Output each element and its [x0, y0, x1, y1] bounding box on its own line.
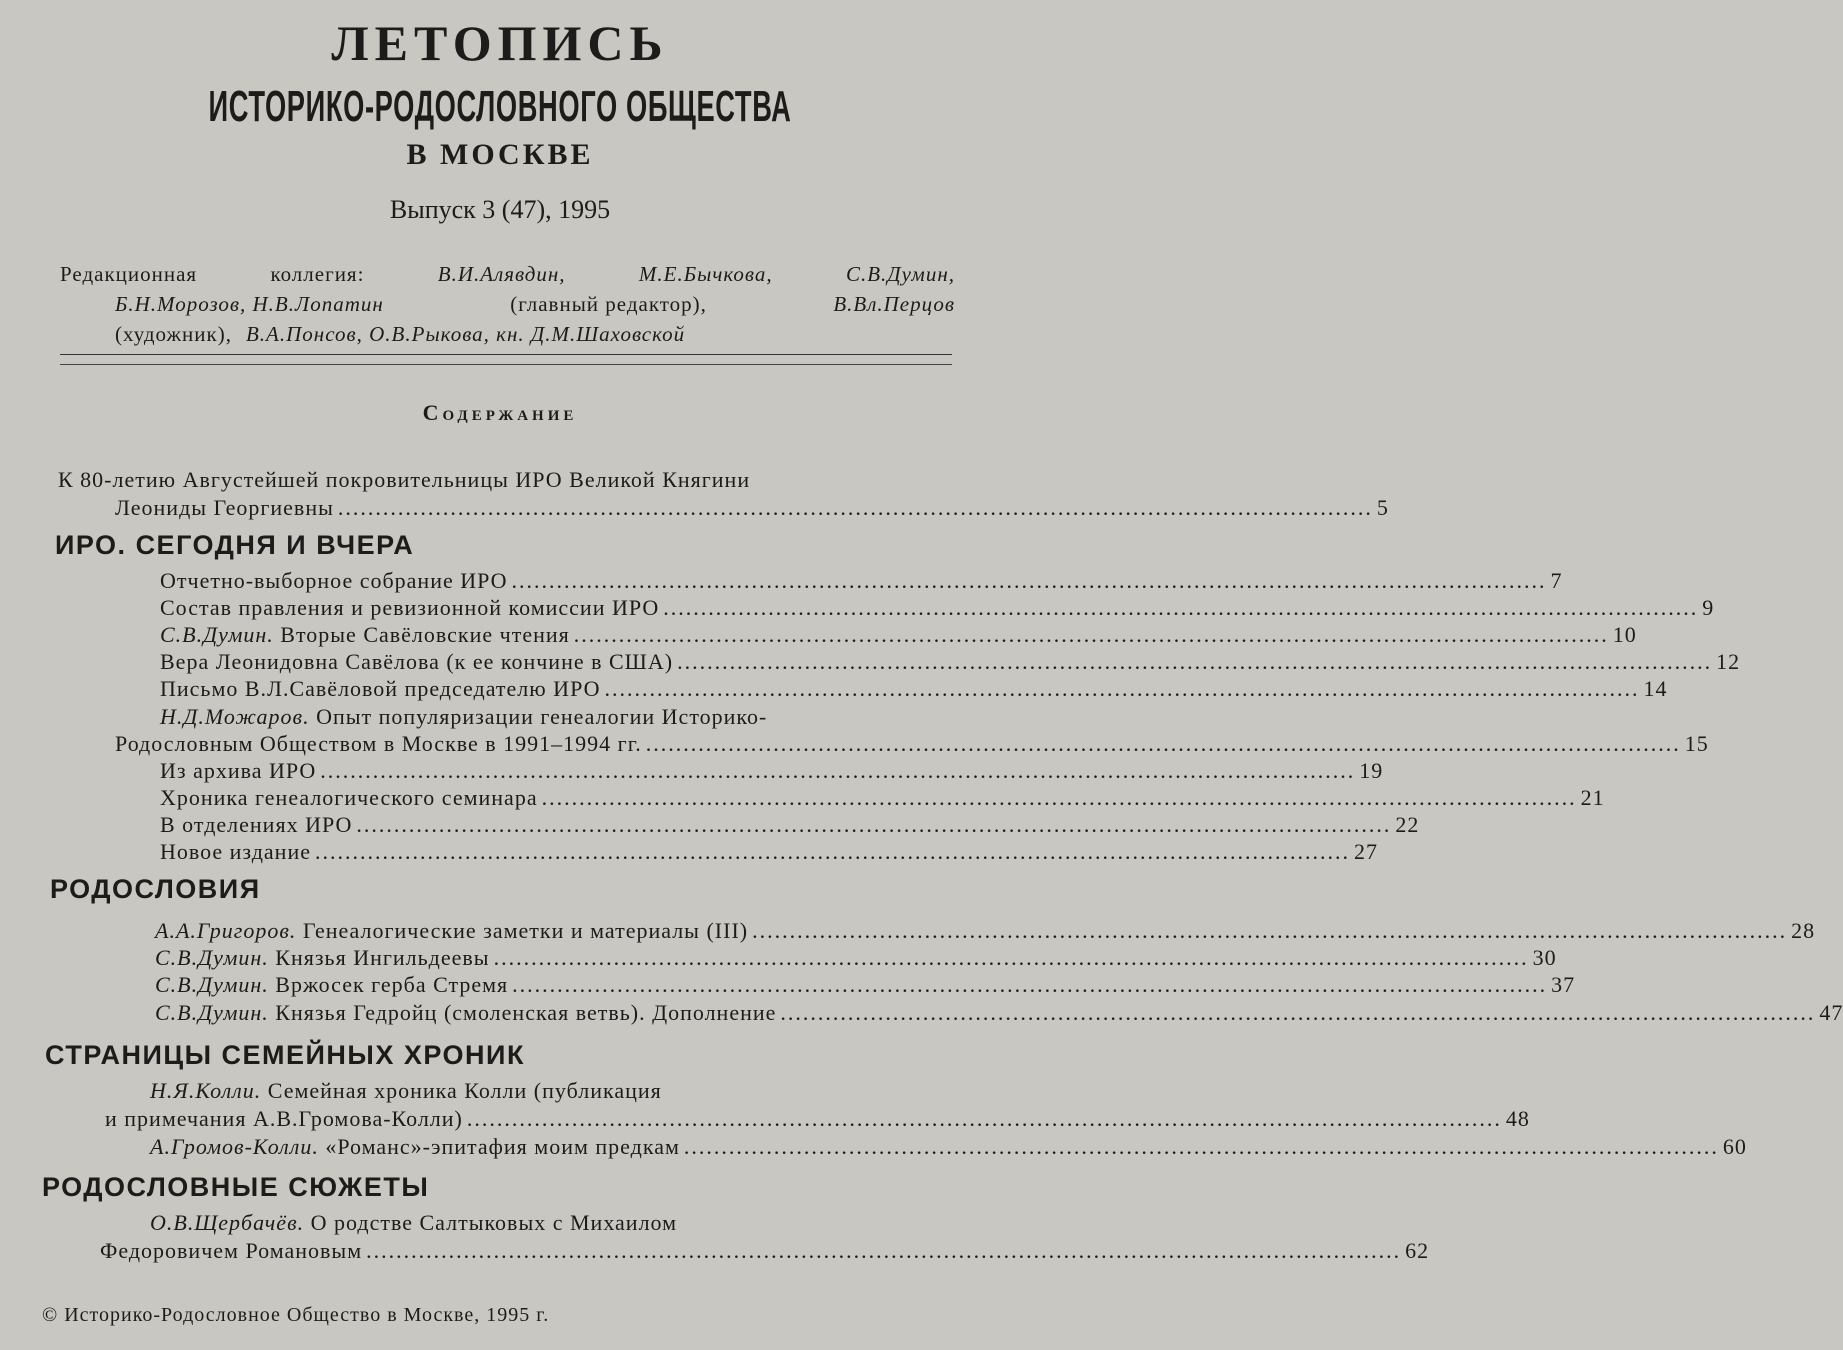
toc-entry-title-text: Вторые Савёловские чтения: [280, 622, 570, 647]
editorial-board-label: Редакционная коллегия:: [60, 262, 365, 286]
divider-rule: [60, 364, 952, 365]
toc-entry: [160, 839, 1378, 865]
toc-entry-title: [155, 972, 508, 998]
toc-entry: [155, 972, 1576, 998]
editorial-board-names-2c: В.Вл.Перцов: [833, 292, 955, 316]
editorial-board-line-1: [60, 262, 955, 287]
toc-entry: [155, 918, 1816, 944]
toc-page-number: 47: [1819, 1000, 1843, 1025]
toc-entry-author: С.В.Думин.: [155, 945, 269, 970]
toc-page-number: 48: [1505, 1106, 1530, 1131]
leader-dots: ..........................................................................................................................................: [752, 918, 1788, 943]
toc-entry-line-1: [150, 1210, 677, 1236]
toc-entry-title: [155, 1000, 776, 1026]
toc-entry: [155, 1000, 1843, 1026]
toc-entry-title: Состав правления и ревизионной комиссии ИРО: [160, 595, 660, 620]
toc-entry-title: [160, 622, 570, 648]
leader-dots: ..........................................................................................................................................: [573, 622, 1609, 647]
toc-entry: [160, 649, 1741, 675]
toc-entry-author: Н.Я.Колли.: [150, 1078, 262, 1103]
toc-page-number: 22: [1395, 812, 1420, 837]
leader-dots: ..........................................................................................................................................: [604, 676, 1640, 701]
leader-dots: ..........................................................................................................................................: [466, 1106, 1502, 1131]
leader-dots: ..........................................................................................................................................: [683, 1134, 1719, 1159]
leader-dots: ..........................................................................................................................................: [512, 972, 1548, 997]
toc-entry-title: Леониды Георгиевны: [115, 495, 334, 520]
toc-page-number: 27: [1354, 839, 1378, 864]
toc-page-number: 62: [1405, 1238, 1430, 1263]
toc-entry-author: С.В.Думин.: [155, 972, 269, 997]
toc-section-title: РОДОСЛОВИЯ: [50, 874, 261, 904]
toc-page-number: 21: [1580, 785, 1605, 810]
toc-page-number: 14: [1643, 676, 1668, 701]
copyright-line: © Историко-Родословное Общество в Москве, 1995 г.: [42, 1304, 550, 1326]
toc-entry-title: В отделениях ИРО: [160, 812, 353, 837]
toc-page-number: 12: [1716, 649, 1741, 674]
toc-entry: [160, 812, 1420, 838]
toc-entry: [150, 1134, 1747, 1160]
toc-entry: [160, 595, 1715, 621]
editorial-board-names-2a: Б.Н.Морозов, Н.В.Лопатин: [115, 292, 384, 316]
toc-page-number: 9: [1702, 595, 1715, 620]
toc-entry-author: А.А.Григоров.: [155, 918, 297, 943]
toc-entry-title: Опыт популяризации генеалогии Историко-: [316, 704, 768, 729]
editorial-board-role-2: (главный редактор),: [510, 292, 707, 316]
leader-dots: ..........................................................................................................................................: [645, 731, 1681, 756]
toc-page-number: 28: [1791, 918, 1816, 943]
toc-entry: [160, 676, 1668, 702]
toc-page-number: 10: [1612, 622, 1637, 647]
issue-number: Выпуск 3 (47), 1995: [389, 195, 611, 224]
toc-entry: [160, 568, 1563, 594]
toc-section-title: РОДОСЛОВНЫЕ СЮЖЕТЫ: [42, 1172, 430, 1202]
toc-entry-title: Семейная хроника Колли (публикация: [267, 1078, 662, 1103]
toc-entry-title-text: Вржосек герба Стремя: [275, 972, 509, 997]
toc-entry-title: Из архива ИРО: [160, 758, 317, 783]
leader-dots: ..........................................................................................................................................: [320, 758, 1356, 783]
leader-dots: ..........................................................................................................................................: [677, 649, 1713, 674]
toc-intro-entry: [115, 495, 1389, 521]
toc-page-number: 15: [1684, 731, 1709, 756]
toc-page-number: 5: [1376, 495, 1389, 520]
leader-dots: ..........................................................................................................................................: [663, 595, 1699, 620]
leader-dots: ..........................................................................................................................................: [780, 1000, 1816, 1025]
editorial-board-line-2: [115, 292, 955, 317]
toc-entry: [155, 945, 1557, 971]
leader-dots: ..........................................................................................................................................: [511, 568, 1547, 593]
toc-entry-title: Федоровичем Романовым: [100, 1238, 363, 1263]
toc-entry-line-1: [160, 704, 767, 730]
toc-entry: [115, 731, 1709, 757]
toc-section-title: СТРАНИЦЫ СЕМЕЙНЫХ ХРОНИК: [45, 1040, 525, 1070]
leader-dots: ..........................................................................................................................................: [356, 812, 1392, 837]
toc-entry-title: [150, 1134, 680, 1160]
leader-dots: ..........................................................................................................................................: [366, 1238, 1402, 1263]
toc-entry-title-text: Князья Ингильдеевы: [275, 945, 490, 970]
editorial-board-line-3: [115, 322, 855, 347]
toc-entry: [160, 785, 1605, 811]
toc-entry-title-text: «Романс»-эпитафия моим предкам: [325, 1134, 680, 1159]
toc-entry: [100, 1238, 1430, 1264]
leader-dots: ..........................................................................................................................................: [315, 839, 1350, 864]
leader-dots: ..........................................................................................................................................: [541, 785, 1577, 810]
toc-entry: [105, 1106, 1530, 1132]
divider-rule: [60, 354, 952, 355]
toc-entry-line-1: [150, 1078, 662, 1104]
toc-entry-author: С.В.Думин.: [155, 1000, 269, 1025]
toc-entry-title: Письмо В.Л.Савёловой председателю ИРО: [160, 676, 601, 701]
editorial-board-role-3: (художник),: [115, 322, 232, 346]
toc-entry-author: С.В.Думин.: [160, 622, 274, 647]
toc-page-number: 30: [1532, 945, 1557, 970]
toc-page-number: 60: [1722, 1134, 1747, 1159]
leader-dots: ..........................................................................................................................................: [493, 945, 1529, 970]
toc-entry-title-text: Генеалогические заметки и материалы (III): [302, 918, 749, 943]
editorial-board-names-1: В.И.Алявдин, М.Е.Бычкова, С.В.Думин,: [437, 262, 956, 286]
toc-entry-author: Н.Д.Можаров.: [160, 704, 310, 729]
toc-entry: [160, 758, 1384, 784]
toc-entry: [160, 622, 1637, 648]
toc-entry-author: А.Громов-Колли.: [150, 1134, 319, 1159]
journal-place: В МОСКВЕ: [406, 138, 594, 171]
toc-entry-title: О родстве Салтыковых с Михаилом: [310, 1210, 678, 1235]
toc-entry-title: Новое издание: [160, 839, 311, 864]
journal-title: ЛЕТОПИСЬ: [331, 15, 669, 71]
toc-entry-title: Хроника генеалогического семинара: [160, 785, 538, 810]
toc-entry-title: Отчетно-выборное собрание ИРО: [160, 568, 508, 593]
toc-entry-title: Вера Леонидовна Савёлова (к ее кончине в США): [160, 649, 674, 674]
toc-page-number: 7: [1550, 568, 1563, 593]
toc-entry-title-text: Князья Гедройц (смоленская ветвь). Дополнение: [275, 1000, 777, 1025]
toc-intro-line-1: К 80-летию Августейшей покровительницы ИРО Великой Княгини: [58, 467, 751, 492]
toc-entry-title: [155, 945, 490, 971]
toc-entry-title: и примечания А.В.Громова-Колли): [105, 1106, 463, 1131]
journal-subtitle: ИСТОРИКО-РОДОСЛОВНОГО ОБЩЕСТВА: [208, 82, 792, 131]
editorial-board-names-3: В.А.Понсов, О.В.Рыкова, кн. Д.М.Шаховской: [245, 322, 686, 346]
contents-heading: Содержание: [422, 400, 578, 425]
toc-entry-author: О.В.Щербачёв.: [150, 1210, 305, 1235]
leader-dots: ..........................................................................................................................................: [337, 495, 1373, 520]
toc-entry-title: [155, 918, 748, 944]
toc-section-title: ИРО. СЕГОДНЯ И ВЧЕРА: [55, 530, 415, 560]
toc-entry-title: Родословным Обществом в Москве в 1991–1994 гг.: [115, 731, 642, 756]
toc-page-number: 37: [1551, 972, 1576, 997]
toc-page-number: 19: [1359, 758, 1384, 783]
